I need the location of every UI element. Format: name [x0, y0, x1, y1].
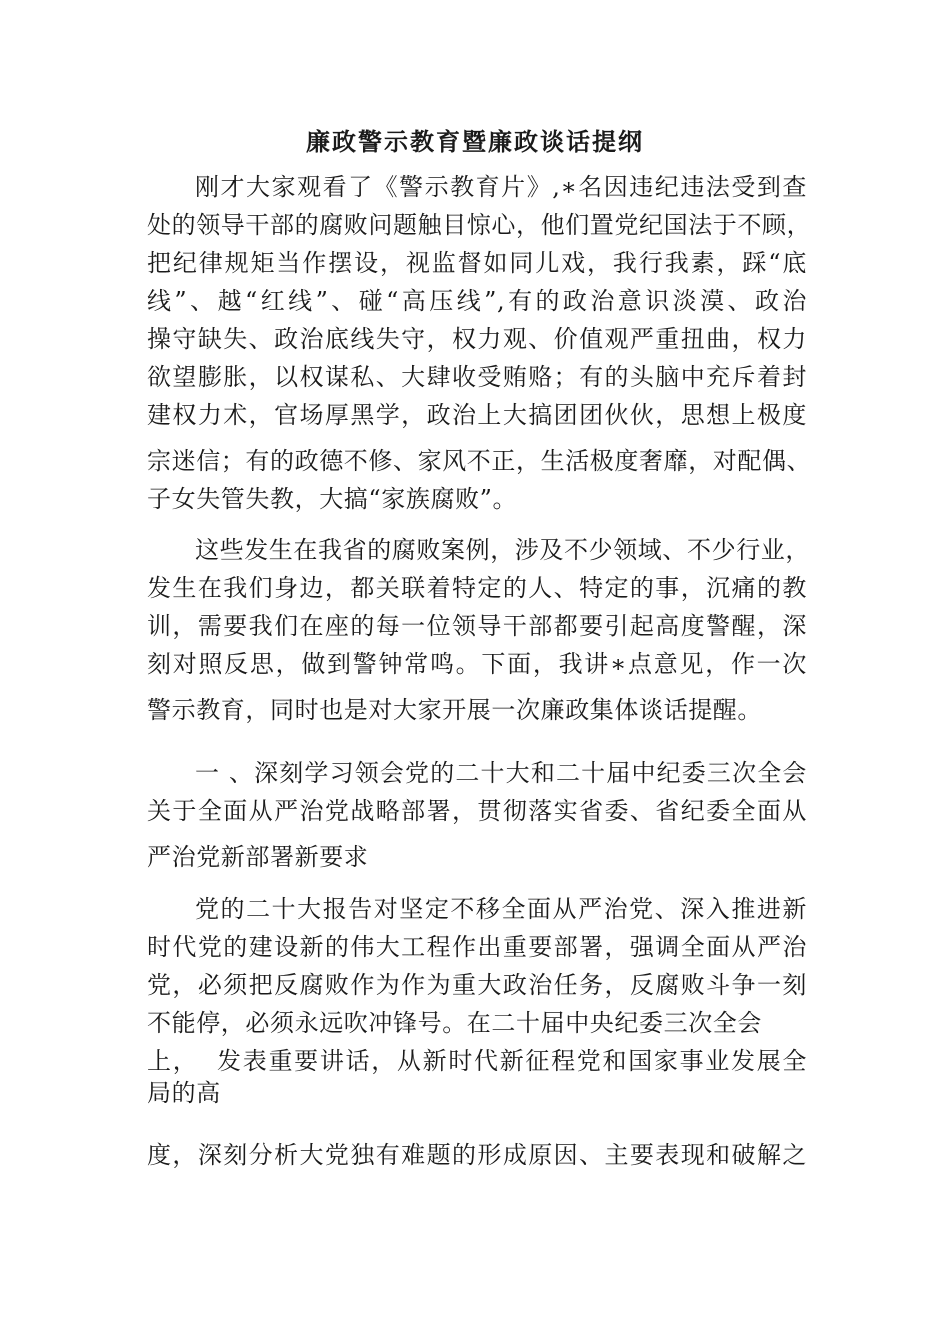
text-line: 上， 发表重要讲话，从新时代新征程党和国家事业发展全: [147, 1047, 807, 1075]
section-heading-1: [147, 754, 807, 876]
text-line: 刻对照反思，做到警钟常鸣。下面，我讲∗点意见，作一次: [147, 650, 807, 678]
paragraph-report: [147, 890, 807, 1112]
paragraph-intro: [147, 168, 812, 518]
text-line: 不能停，必须永远吹冲锋号。在二十届中央纪委三次全会: [147, 1009, 762, 1037]
text-line: 把纪律规矩当作摆设，视监督如同儿戏，我行我素，踩“底: [147, 249, 807, 277]
text-line: 度，深刻分析大党独有难题的形成原因、主要表现和破解之: [147, 1141, 807, 1169]
text-line: 警示教育，同时也是对大家开展一次廉政集体谈话提醒。: [147, 696, 762, 724]
text-line: 操守缺失、政治底线失守，权力观、价值观严重扭曲，权力: [147, 325, 807, 353]
text-line: 严治党新部署新要求: [147, 843, 369, 871]
text-line: 这些发生在我省的腐败案例，涉及不少领域、不少行业，: [195, 536, 810, 564]
text-line: 线”、越“红线”、碰“高压线”,有的政治意识淡漠、政治: [147, 287, 807, 315]
text-line: 党的二十大报告对坚定不移全面从严治党、深入推进新: [195, 895, 807, 923]
text-line: 欲望膨胀，以权谋私、大肆收受贿赂；有的头脑中充斥着封: [147, 363, 807, 391]
document-title: 廉政警示教育暨廉政谈话提纲: [306, 127, 644, 156]
text-line: 建权力术，官场厚黑学，政治上大搞团团伙伙，思想上极度: [147, 401, 807, 429]
paragraph-analysis: [147, 1136, 807, 1174]
text-line: 时代党的建设新的伟大工程作出重要部署，强调全面从严治: [147, 933, 807, 961]
text-line: 关于全面从严治党战略部署，贯彻落实省委、省纪委全面从: [147, 797, 807, 825]
text-line: 刚才大家观看了《警示教育片》,∗名因违纪违法受到查: [195, 173, 807, 201]
text-line: 局的高: [147, 1079, 221, 1107]
text-line: 党，必须把反腐败作为作为重大政治任务，反腐败斗争一刻: [147, 971, 807, 999]
text-line: 训，需要我们在座的每一位领导干部都要引起高度警醒，深: [147, 612, 807, 640]
text-line: 子女失管失教，大搞“家族腐败”。: [147, 485, 518, 513]
text-line: 宗迷信；有的政德不修、家风不正，生活极度奢靡，对配偶、: [147, 447, 812, 475]
text-line: 发生在我们身边，都关联着特定的人、特定的事，沉痛的教: [147, 574, 807, 602]
text-line: 一 、深刻学习领会党的二十大和二十届中纪委三次全会: [195, 759, 807, 787]
text-line: 处的领导干部的腐败问题触目惊心，他们置党纪国法于不顾，: [147, 211, 812, 239]
paragraph-cases: [147, 531, 810, 729]
